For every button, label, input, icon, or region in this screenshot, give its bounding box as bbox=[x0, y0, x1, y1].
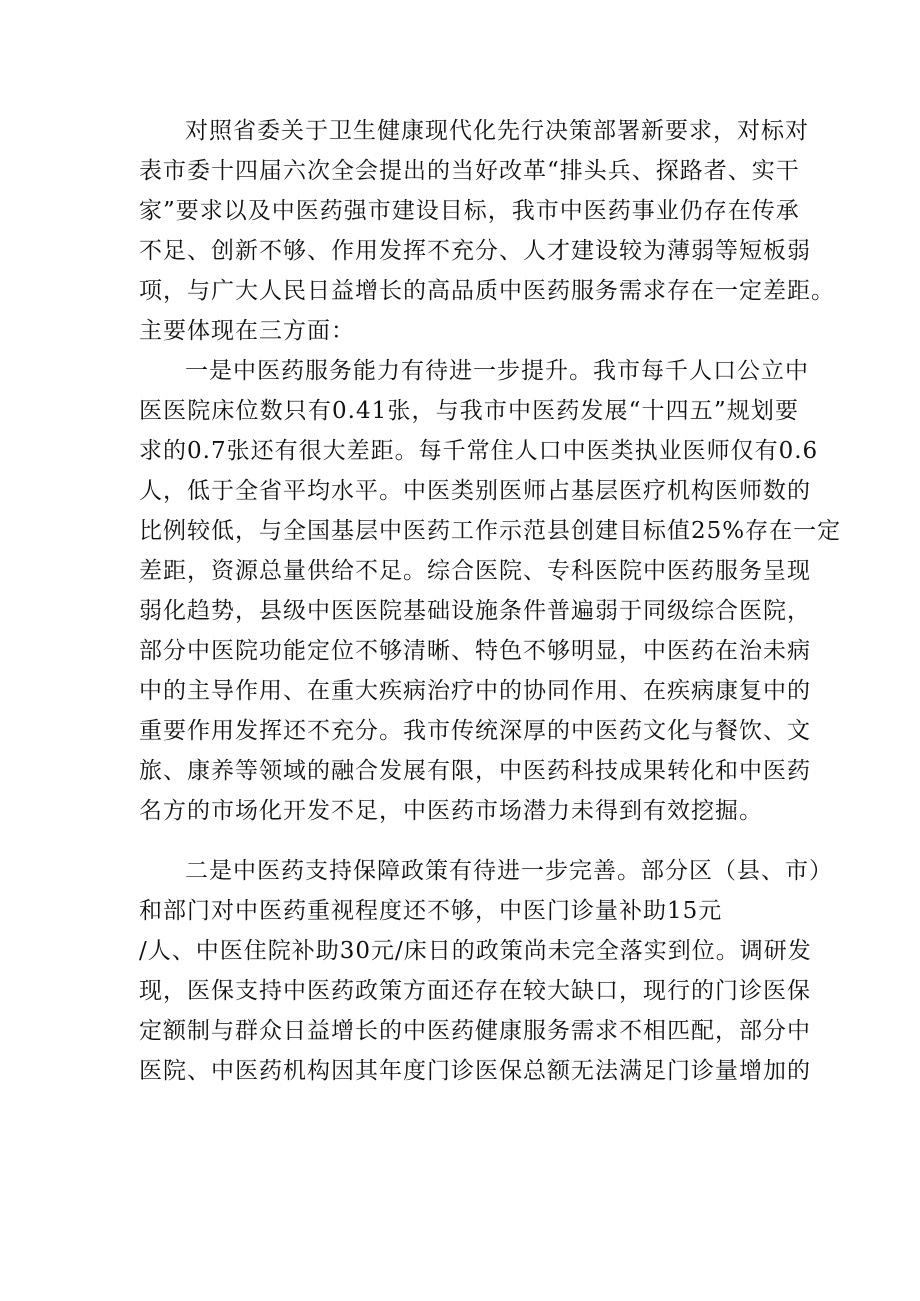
text-line: 表市委十四届六次全会提出的当好改革“排头兵、探路者、实干 bbox=[139, 158, 800, 184]
text-line: 现，医保支持中医药政策方面还存在较大缺口，现行的门诊医保 bbox=[139, 978, 811, 1004]
text-line: 比例较低，与全国基层中医药工作示范县创建目标值25%存在一定 bbox=[139, 518, 842, 544]
text-line: 对照省委关于卫生健康现代化先行决策部署新要求，对标对 bbox=[185, 118, 809, 144]
text-line: 不足、创新不够、作用发挥不充分、人才建设较为薄弱等短板弱 bbox=[139, 238, 811, 264]
text-line: 重要作用发挥还不充分。我市传统深厚的中医药文化与餐饮、文 bbox=[139, 718, 811, 744]
text-line: 人，低于全省平均水平。中医类别医师占基层医疗机构医师数的 bbox=[139, 478, 811, 504]
text-line: 二是中医药支持保障政策有待进一步完善。部分区（县、市） bbox=[185, 858, 833, 884]
text-line: 弱化趋势，县级中医医院基础设施条件普遍弱于同级综合医院， bbox=[139, 598, 811, 624]
text-line: 一是中医药服务能力有待进一步提升。我市每千人口公立中 bbox=[185, 358, 809, 384]
text-line: 医院、中医药机构因其年度门诊医保总额无法满足门诊量增加的 bbox=[139, 1058, 811, 1084]
text-line: 主要体现在三方面： bbox=[139, 318, 355, 344]
text-line: 医医院床位数只有0.41张，与我市中医药发展“十四五”规划要 bbox=[139, 398, 799, 424]
text-line: 家”要求以及中医药强市建设目标，我市中医药事业仍存在传承 bbox=[139, 198, 800, 224]
text-line: 和部门对中医药重视程度还不够，中医门诊量补助15元 bbox=[139, 898, 723, 924]
text-line: 中的主导作用、在重大疾病治疗中的协同作用、在疾病康复中的 bbox=[139, 678, 811, 704]
text-line: 差距，资源总量供给不足。综合医院、专科医院中医药服务呈现 bbox=[139, 558, 811, 584]
text-line: 名方的市场化开发不足，中医药市场潜力未得到有效挖掘。 bbox=[139, 798, 763, 824]
text-line: 部分中医院功能定位不够清晰、特色不够明显，中医药在治未病 bbox=[139, 638, 811, 664]
text-line: 求的0.7张还有很大差距。每千常住人口中医类执业医师仅有0.6 bbox=[139, 438, 819, 464]
text-line: 旅、康养等领域的融合发展有限，中医药科技成果转化和中医药 bbox=[139, 758, 811, 784]
text-line: /人、中医住院补助30元/床日的政策尚未完全落实到位。调研发 bbox=[139, 938, 812, 964]
text-line: 项，与广大人民日益增长的高品质中医药服务需求存在一定差距。 bbox=[139, 278, 835, 304]
text-line: 定额制与群众日益增长的中医药健康服务需求不相匹配，部分中 bbox=[139, 1018, 811, 1044]
